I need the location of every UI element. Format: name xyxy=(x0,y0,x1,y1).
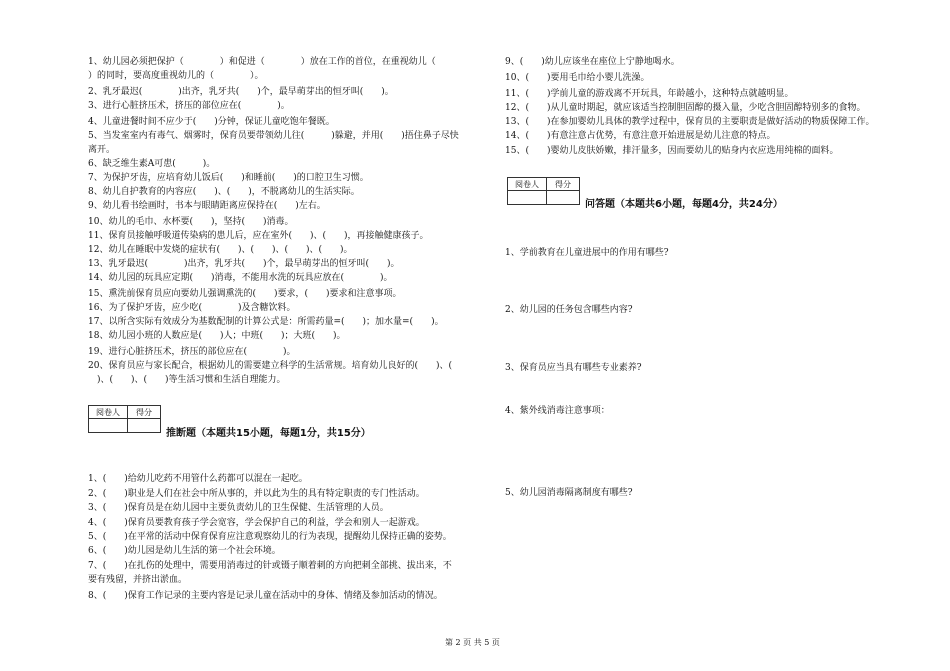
score-label: 得分 xyxy=(128,406,161,419)
qa-question: 3、保育员应当具有哪些专业素养? xyxy=(505,363,642,373)
fill-blank-question: 18、幼儿园小班的人数应是( )人；中班( )；大班( )。 xyxy=(88,331,346,341)
fill-blank-question: 12、幼儿在睡眠中发烧的症状有( )、( )、( )、( )。 xyxy=(88,245,353,255)
score-label: 得分 xyxy=(547,178,580,191)
fill-blank-question: ）的同时，要高度重视幼儿的（ ）。 xyxy=(88,71,264,81)
fill-blank-question: 17、以所含实际有效成分为基数配制的计算公式是：所需药量=( )；加水量=( )。 xyxy=(88,317,444,327)
judge-question: 10、( )要用毛巾给小婴儿洗澡。 xyxy=(505,73,650,83)
judge-question: 5、( )在平常的活动中保育保育应注意观察幼儿的行为表现，提醒幼儿保持正确的姿势。 xyxy=(88,532,452,542)
judge-question: 4、( )保育员要教育孩子学会宽容，学会保护自己的利益，学会和别人一起游戏。 xyxy=(88,518,425,528)
judge-question: 14、( )有意注意占优势，有意注意开始进展是幼儿注意的特点。 xyxy=(505,131,776,141)
score-table-qa xyxy=(507,177,580,205)
fill-blank-question: 7、为保护牙齿，应培育幼儿饭后( )和睡前( )的口腔卫生习惯。 xyxy=(88,173,369,183)
fill-blank-question: 15、熏洗前保育员应向要幼儿强调熏洗的( )要求，( )要求和注意事项。 xyxy=(88,289,402,299)
score-cell xyxy=(128,419,161,433)
score-cell xyxy=(547,191,580,205)
judge-question: 13、( )在参加婴幼儿具体的教学过程中，保育员的主要职责是做好活动的物质保障工作。 xyxy=(505,117,875,127)
judge-question: 8、( )保育工作记录的主要内容是记录儿童在活动中的身体、情绪及参加活动的情况。 xyxy=(88,591,443,601)
score-table-judge xyxy=(88,405,161,433)
fill-blank-question: 4、儿童进餐时间不应少于( )分钟，保证儿童吃饱年餐既。 xyxy=(88,117,335,127)
judge-question: 要有残留，并挤出淤血。 xyxy=(88,575,188,585)
fill-blank-question: 14、幼儿园的玩具应定期( )消毒，不能用水洗的玩具应放在( )。 xyxy=(88,273,393,283)
fill-blank-question: 11、保育员接触呼吸道传染病的患儿后，应在室外( )、( )，再接触健康孩子。 xyxy=(88,231,429,241)
reviewer-cell xyxy=(508,191,547,205)
qa-section-heading: 问答题（本题共6小题，每题4分，共24分） xyxy=(585,199,783,210)
judge-question: 6、( )幼儿园是幼儿生活的第一个社会环境。 xyxy=(88,546,281,556)
fill-blank-question: 9、幼儿看书绘画时，书本与眼睛距离应保持在( )左右。 xyxy=(88,201,326,211)
judge-question: 15、( )婴幼儿皮肤娇嫩，排汗量多，因而要幼儿的贴身内衣应选用纯棉的面料。 xyxy=(505,146,839,156)
judge-question: 9、( )幼儿应该坐在座位上宁静地喝水。 xyxy=(505,57,680,67)
qa-question: 4、紫外线消毒注意事项： xyxy=(505,406,610,416)
qa-question: 5、幼儿园消毒隔离制度有哪些? xyxy=(505,488,633,498)
fill-blank-question: 1、幼儿园必须把保护（ ）和促进（ ）放在工作的首位，在重视幼儿（ xyxy=(88,57,436,67)
fill-blank-question: 13、乳牙最迟( )出齐，乳牙共( )个，最早萌芽出的恒牙叫( )。 xyxy=(88,259,400,269)
fill-blank-question: 离开。 xyxy=(88,145,116,155)
qa-question: 2、幼儿园的任务包含哪些内容? xyxy=(505,305,633,315)
judge-question: 1、( )给幼儿吃药不用管什么药都可以混在一起吃。 xyxy=(88,474,308,484)
judge-question: 11、( )学前儿童的游戏离不开玩具，年龄越小，这种特点就越明显。 xyxy=(505,89,794,99)
page-footer: 第 2 页 共 5 页 xyxy=(445,638,500,647)
judge-question: 2、( )职业是人们在社会中所从事的，并以此为生的具有特定职责的专门性活动。 xyxy=(88,489,425,499)
fill-blank-question: 2、乳牙最迟( )出齐，乳牙共( )个，最早萌芽出的恒牙叫( )。 xyxy=(88,87,394,97)
fill-blank-question: 6、缺乏维生素A可患( )。 xyxy=(88,159,216,169)
reviewer-label: 阅卷人 xyxy=(89,406,128,419)
fill-blank-question: 19、进行心脏挤压术，挤压的部位应在( )。 xyxy=(88,347,296,357)
reviewer-label: 阅卷人 xyxy=(508,178,547,191)
judge-question: 7、( )在扎伤的处理中，需要用消毒过的针或镊子顺着刺的方向把刺全部挑、拔出来，不 xyxy=(88,561,452,571)
judge-question: 3、( )保育员是在幼儿园中主要负责幼儿的卫生保健、生活管理的人员。 xyxy=(88,503,389,513)
qa-question: 1、学前教育在儿童进展中的作用有哪些? xyxy=(505,248,669,258)
fill-blank-question: 3、进行心脏挤压术，挤压的部位应在( )。 xyxy=(88,101,290,111)
judge-question: 12、( )从儿童时期起，就应该适当控制胆固醇的摄入量，少吃含胆固醇特别多的食物。 xyxy=(505,103,866,113)
fill-blank-question: )、( )、( )等生活习惯和生活自理能力。 xyxy=(88,375,286,385)
fill-blank-question: 5、当发室室内有毒气、烟雾时，保育员要带领幼儿往( )躲避，并用( )捂住鼻子尽快 xyxy=(88,131,459,141)
fill-blank-question: 10、幼儿的毛巾、水杯要( )，坚持( )消毒。 xyxy=(88,217,294,227)
reviewer-cell xyxy=(89,419,128,433)
fill-blank-question: 16、为了保护牙齿，应少吃( )及含糖饮料。 xyxy=(88,303,296,313)
fill-blank-question: 20、保育员应与家长配合，根据幼儿的需要建立科学的生活常规。培育幼儿良好的( )、( xyxy=(88,361,452,371)
fill-blank-question: 8、幼儿自护教育的内容应( )、( )，不脱离幼儿的生活实际。 xyxy=(88,187,360,197)
judge-section-heading: 推断题（本题共15小题，每题1分，共15分） xyxy=(166,428,371,439)
